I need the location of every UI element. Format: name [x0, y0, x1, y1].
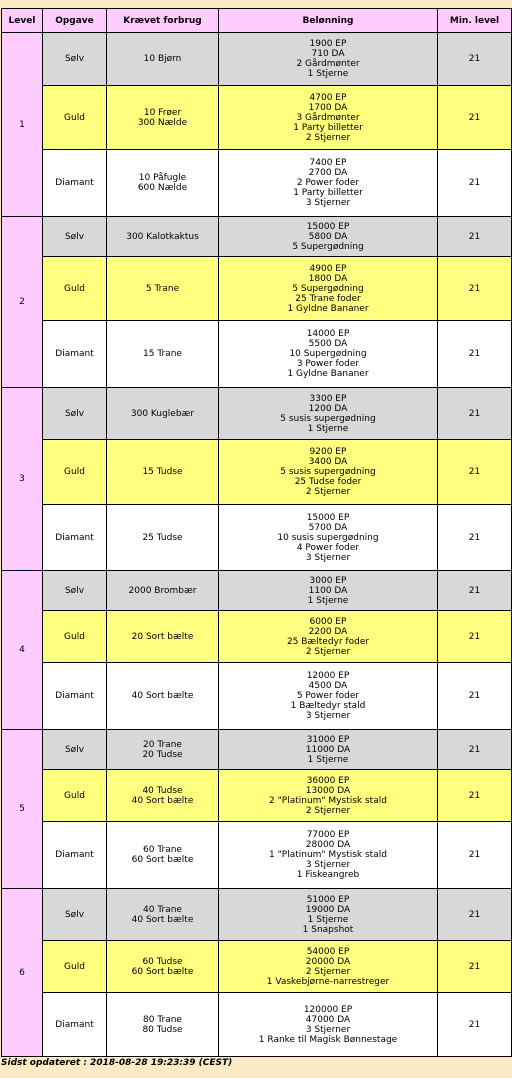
table-row	[2, 217, 512, 257]
table-row	[2, 993, 512, 1057]
belonning-line: 36000 EP	[306, 775, 350, 786]
forbrug-line: 300 Kuglebær	[130, 408, 195, 419]
belonning-line: 7400 EP	[309, 158, 347, 168]
belonning-cell	[219, 663, 438, 730]
belonning-line: 1 Ranke til Magisk Bønnestage	[258, 1034, 398, 1045]
belonning-cell	[219, 941, 438, 993]
belonning-cell	[219, 257, 438, 321]
min-level-cell: 21	[438, 822, 512, 889]
belonning-line: 1200 DA	[308, 403, 348, 414]
forbrug-line: 300 Kalotkaktus	[126, 231, 199, 242]
min-level-cell: 21	[438, 941, 512, 993]
table-row	[2, 941, 512, 993]
forbrug-line: 40 Sort bælte	[131, 795, 194, 806]
forbrug-cell	[107, 822, 219, 889]
opgave-cell: Diamant	[43, 663, 107, 730]
belonning-cell	[219, 505, 438, 571]
forbrug-line: 15 Trane	[143, 349, 182, 359]
belonning-line: 5 Supergødning	[292, 241, 364, 252]
forbrug-line: 25 Tudse	[142, 532, 183, 543]
forbrug-line: 40 Sort bælte	[131, 691, 194, 701]
forbrug-cell	[107, 770, 219, 822]
forbrug-line: 10 Bjørn	[143, 54, 182, 64]
header-forbrug: Krævet forbrug	[107, 9, 219, 33]
belonning-line: 3300 EP	[309, 393, 347, 404]
belonning-line: 1900 EP	[309, 39, 347, 49]
forbrug-line: 80 Trane	[143, 1014, 182, 1025]
forbrug-line: 10 Frøer	[143, 107, 182, 118]
belonning-line: 12000 EP	[306, 671, 350, 681]
belonning-line: 5 susis supergødning	[280, 413, 376, 424]
belonning-line: 1 Gyldne Bananer	[287, 303, 369, 314]
belonning-line: 5700 DA	[308, 522, 348, 533]
belonning-line: 2 Stjerner	[305, 646, 351, 657]
belonning-cell	[219, 822, 438, 889]
table-row	[2, 321, 512, 388]
header-belonning: Belønning	[219, 9, 438, 33]
forbrug-line: 40 Trane	[143, 904, 182, 915]
level-cell: 4	[2, 571, 43, 730]
level-cell: 3	[2, 388, 43, 571]
forbrug-cell	[107, 993, 219, 1057]
min-level-cell: 21	[438, 388, 512, 440]
belonning-line: 3 Stjerner	[305, 1024, 351, 1035]
belonning-line: 3000 EP	[309, 575, 347, 586]
forbrug-line: 20 Sort bælte	[131, 631, 194, 642]
table-row	[2, 730, 512, 770]
belonning-line: 3 Stjerner	[305, 711, 351, 721]
header-row	[2, 9, 512, 33]
forbrug-cell	[107, 388, 219, 440]
opgave-cell: Guld	[43, 440, 107, 505]
forbrug-line: 60 Trane	[143, 845, 182, 855]
belonning-line: 1 Bæltedyr stald	[290, 701, 366, 711]
forbrug-line: 20 Tudse	[142, 749, 183, 760]
table-row	[2, 150, 512, 217]
forbrug-cell	[107, 33, 219, 86]
table-row	[2, 257, 512, 321]
belonning-cell	[219, 770, 438, 822]
belonning-line: 1 Snapshot	[302, 924, 354, 935]
belonning-line: 4500 DA	[308, 681, 348, 691]
min-level-cell: 21	[438, 257, 512, 321]
min-level-cell: 21	[438, 321, 512, 388]
belonning-line: 1 Party billetter	[293, 122, 363, 133]
forbrug-cell	[107, 889, 219, 941]
min-level-cell: 21	[438, 86, 512, 150]
forbrug-line: 20 Trane	[143, 739, 182, 750]
belonning-line: 20000 DA	[305, 956, 351, 967]
forbrug-line: 60 Sort bælte	[131, 966, 194, 977]
belonning-cell	[219, 611, 438, 663]
forbrug-cell	[107, 730, 219, 770]
forbrug-line: 60 Tudse	[142, 956, 183, 967]
belonning-line: 3 Power foder	[296, 359, 360, 369]
opgave-cell: Diamant	[43, 993, 107, 1057]
forbrug-line: 40 Sort bælte	[131, 914, 194, 925]
belonning-cell	[219, 730, 438, 770]
belonning-line: 11000 DA	[305, 744, 351, 755]
belonning-cell	[219, 217, 438, 257]
min-level-cell: 21	[438, 505, 512, 571]
belonning-cell	[219, 440, 438, 505]
table-row	[2, 505, 512, 571]
min-level-cell: 21	[438, 440, 512, 505]
table-row	[2, 440, 512, 505]
belonning-line: 2 Gårdmønter	[296, 59, 360, 69]
forbrug-line: 300 Nælde	[137, 117, 188, 128]
belonning-line: 2200 DA	[308, 626, 348, 637]
table-row	[2, 33, 512, 86]
belonning-line: 1 Party billetter	[293, 188, 363, 198]
opgave-cell: Sølv	[43, 889, 107, 941]
belonning-line: 15000 EP	[306, 221, 350, 232]
min-level-cell: 21	[438, 611, 512, 663]
belonning-line: 10 Supergødning	[289, 349, 367, 359]
opgave-cell: Guld	[43, 770, 107, 822]
forbrug-cell	[107, 505, 219, 571]
belonning-line: 25 Bæltedyr foder	[286, 636, 370, 647]
belonning-line: 2 Power foder	[296, 178, 360, 188]
belonning-line: 5 Power foder	[296, 691, 360, 701]
belonning-cell	[219, 889, 438, 941]
opgave-cell: Sølv	[43, 217, 107, 257]
belonning-line: 77000 EP	[306, 830, 350, 840]
table-row	[2, 571, 512, 611]
belonning-line: 54000 EP	[306, 946, 350, 957]
table-row	[2, 86, 512, 150]
header-level: Level	[2, 9, 43, 33]
forbrug-line: 5 Trane	[145, 283, 180, 294]
min-level-cell: 21	[438, 217, 512, 257]
level-cell: 6	[2, 889, 43, 1057]
belonning-cell	[219, 571, 438, 611]
belonning-line: 4700 EP	[309, 92, 347, 103]
opgave-cell: Guld	[43, 611, 107, 663]
belonning-line: 25 Tudse foder	[294, 477, 362, 487]
last-updated: Sidst opdateret : 2018-08-28 19:23:39 (CEST)	[1, 1058, 233, 1068]
table-row	[2, 611, 512, 663]
belonning-line: 3 Stjerner	[305, 198, 351, 208]
opgave-cell: Diamant	[43, 321, 107, 388]
belonning-line: 3 Stjerner	[305, 860, 351, 870]
belonning-line: 1700 DA	[308, 102, 348, 113]
belonning-line: 4 Power foder	[296, 542, 360, 553]
opgave-cell: Sølv	[43, 730, 107, 770]
belonning-line: 1 Gyldne Bananer	[287, 369, 369, 379]
belonning-line: 1 Vaskebjørne-narrestreger	[266, 976, 390, 987]
belonning-line: 13000 DA	[305, 785, 351, 796]
forbrug-cell	[107, 663, 219, 730]
opgave-cell: Guld	[43, 941, 107, 993]
belonning-line: 4900 EP	[309, 263, 347, 274]
belonning-line: 5500 DA	[308, 339, 348, 349]
belonning-line: 19000 DA	[305, 904, 351, 915]
belonning-line: 10 susis supergødning	[277, 532, 379, 543]
belonning-line: 3 Gårdmønter	[296, 112, 360, 123]
min-level-cell: 21	[438, 993, 512, 1057]
forbrug-line: 60 Sort bælte	[131, 855, 194, 865]
belonning-line: 1100 DA	[308, 585, 348, 596]
belonning-line: 14000 EP	[306, 329, 350, 339]
belonning-line: 51000 EP	[306, 894, 350, 905]
belonning-cell	[219, 150, 438, 217]
opgave-cell: Guld	[43, 86, 107, 150]
forbrug-cell	[107, 150, 219, 217]
min-level-cell: 21	[438, 150, 512, 217]
belonning-line: 25 Trane foder	[295, 293, 361, 304]
forbrug-cell	[107, 440, 219, 505]
opgave-cell: Sølv	[43, 571, 107, 611]
belonning-line: 1 Stjerne	[307, 595, 349, 606]
opgave-cell: Diamant	[43, 505, 107, 571]
forbrug-line: 10 Påfugle	[138, 173, 187, 183]
header-min-level: Min. level	[438, 9, 512, 33]
belonning-line: 1 "Platinum" Mystisk stald	[269, 850, 387, 860]
belonning-line: 1800 DA	[308, 273, 348, 284]
belonning-line: 31000 EP	[306, 734, 350, 745]
table-row	[2, 770, 512, 822]
forbrug-cell	[107, 257, 219, 321]
table-row	[2, 889, 512, 941]
opgave-cell: Sølv	[43, 388, 107, 440]
header-opgave: Opgave	[43, 9, 107, 33]
level-cell: 2	[2, 217, 43, 388]
rewards-table	[1, 8, 512, 1057]
belonning-line: 2 "Platinum" Mystisk stald	[269, 795, 387, 806]
forbrug-cell	[107, 86, 219, 150]
table-body	[2, 33, 512, 1057]
opgave-cell: Diamant	[43, 150, 107, 217]
belonning-cell	[219, 388, 438, 440]
forbrug-line: 80 Tudse	[142, 1024, 183, 1035]
belonning-line: 28000 DA	[305, 840, 351, 850]
belonning-line: 5800 DA	[308, 231, 348, 242]
belonning-line: 1 Fiskeangreb	[296, 870, 360, 880]
forbrug-line: 40 Tudse	[142, 785, 183, 796]
forbrug-cell	[107, 611, 219, 663]
belonning-line: 1 Stjerne	[307, 754, 349, 765]
table-row	[2, 388, 512, 440]
min-level-cell: 21	[438, 571, 512, 611]
belonning-line: 2 Stjerner	[305, 805, 351, 816]
min-level-cell: 21	[438, 730, 512, 770]
belonning-cell	[219, 33, 438, 86]
min-level-cell: 21	[438, 33, 512, 86]
belonning-cell	[219, 321, 438, 388]
forbrug-line: 600 Nælde	[137, 183, 188, 193]
belonning-line: 2 Stjerner	[305, 132, 351, 143]
belonning-line: 6000 EP	[309, 616, 347, 627]
belonning-line: 5 Supergødning	[292, 283, 364, 294]
belonning-line: 1 Stjerne	[307, 914, 349, 925]
belonning-line: 9200 EP	[309, 447, 347, 457]
belonning-line: 1 Stjerne	[307, 69, 349, 79]
min-level-cell: 21	[438, 663, 512, 730]
belonning-cell	[219, 86, 438, 150]
level-cell: 5	[2, 730, 43, 889]
belonning-line: 47000 DA	[305, 1014, 351, 1025]
belonning-line: 2 Stjerner	[305, 966, 351, 977]
forbrug-line: 2000 Brombær	[128, 585, 197, 596]
forbrug-line: 15 Tudse	[142, 467, 183, 477]
forbrug-cell	[107, 321, 219, 388]
level-cell: 1	[2, 33, 43, 217]
belonning-line: 2700 DA	[308, 168, 348, 178]
forbrug-cell	[107, 571, 219, 611]
belonning-line: 2 Stjerner	[305, 487, 351, 497]
belonning-line: 120000 EP	[303, 1004, 353, 1015]
min-level-cell: 21	[438, 889, 512, 941]
belonning-line: 5 susis supergødning	[280, 467, 376, 477]
belonning-line: 3400 DA	[308, 457, 348, 467]
forbrug-cell	[107, 217, 219, 257]
belonning-line: 15000 EP	[306, 512, 350, 523]
opgave-cell: Guld	[43, 257, 107, 321]
forbrug-cell	[107, 941, 219, 993]
min-level-cell: 21	[438, 770, 512, 822]
belonning-line: 3 Stjerner	[305, 552, 351, 563]
table-row	[2, 663, 512, 730]
belonning-line: 1 Stjerne	[307, 423, 349, 434]
belonning-line: 710 DA	[311, 49, 345, 59]
belonning-cell	[219, 993, 438, 1057]
opgave-cell: Diamant	[43, 822, 107, 889]
table-row	[2, 822, 512, 889]
opgave-cell: Sølv	[43, 33, 107, 86]
